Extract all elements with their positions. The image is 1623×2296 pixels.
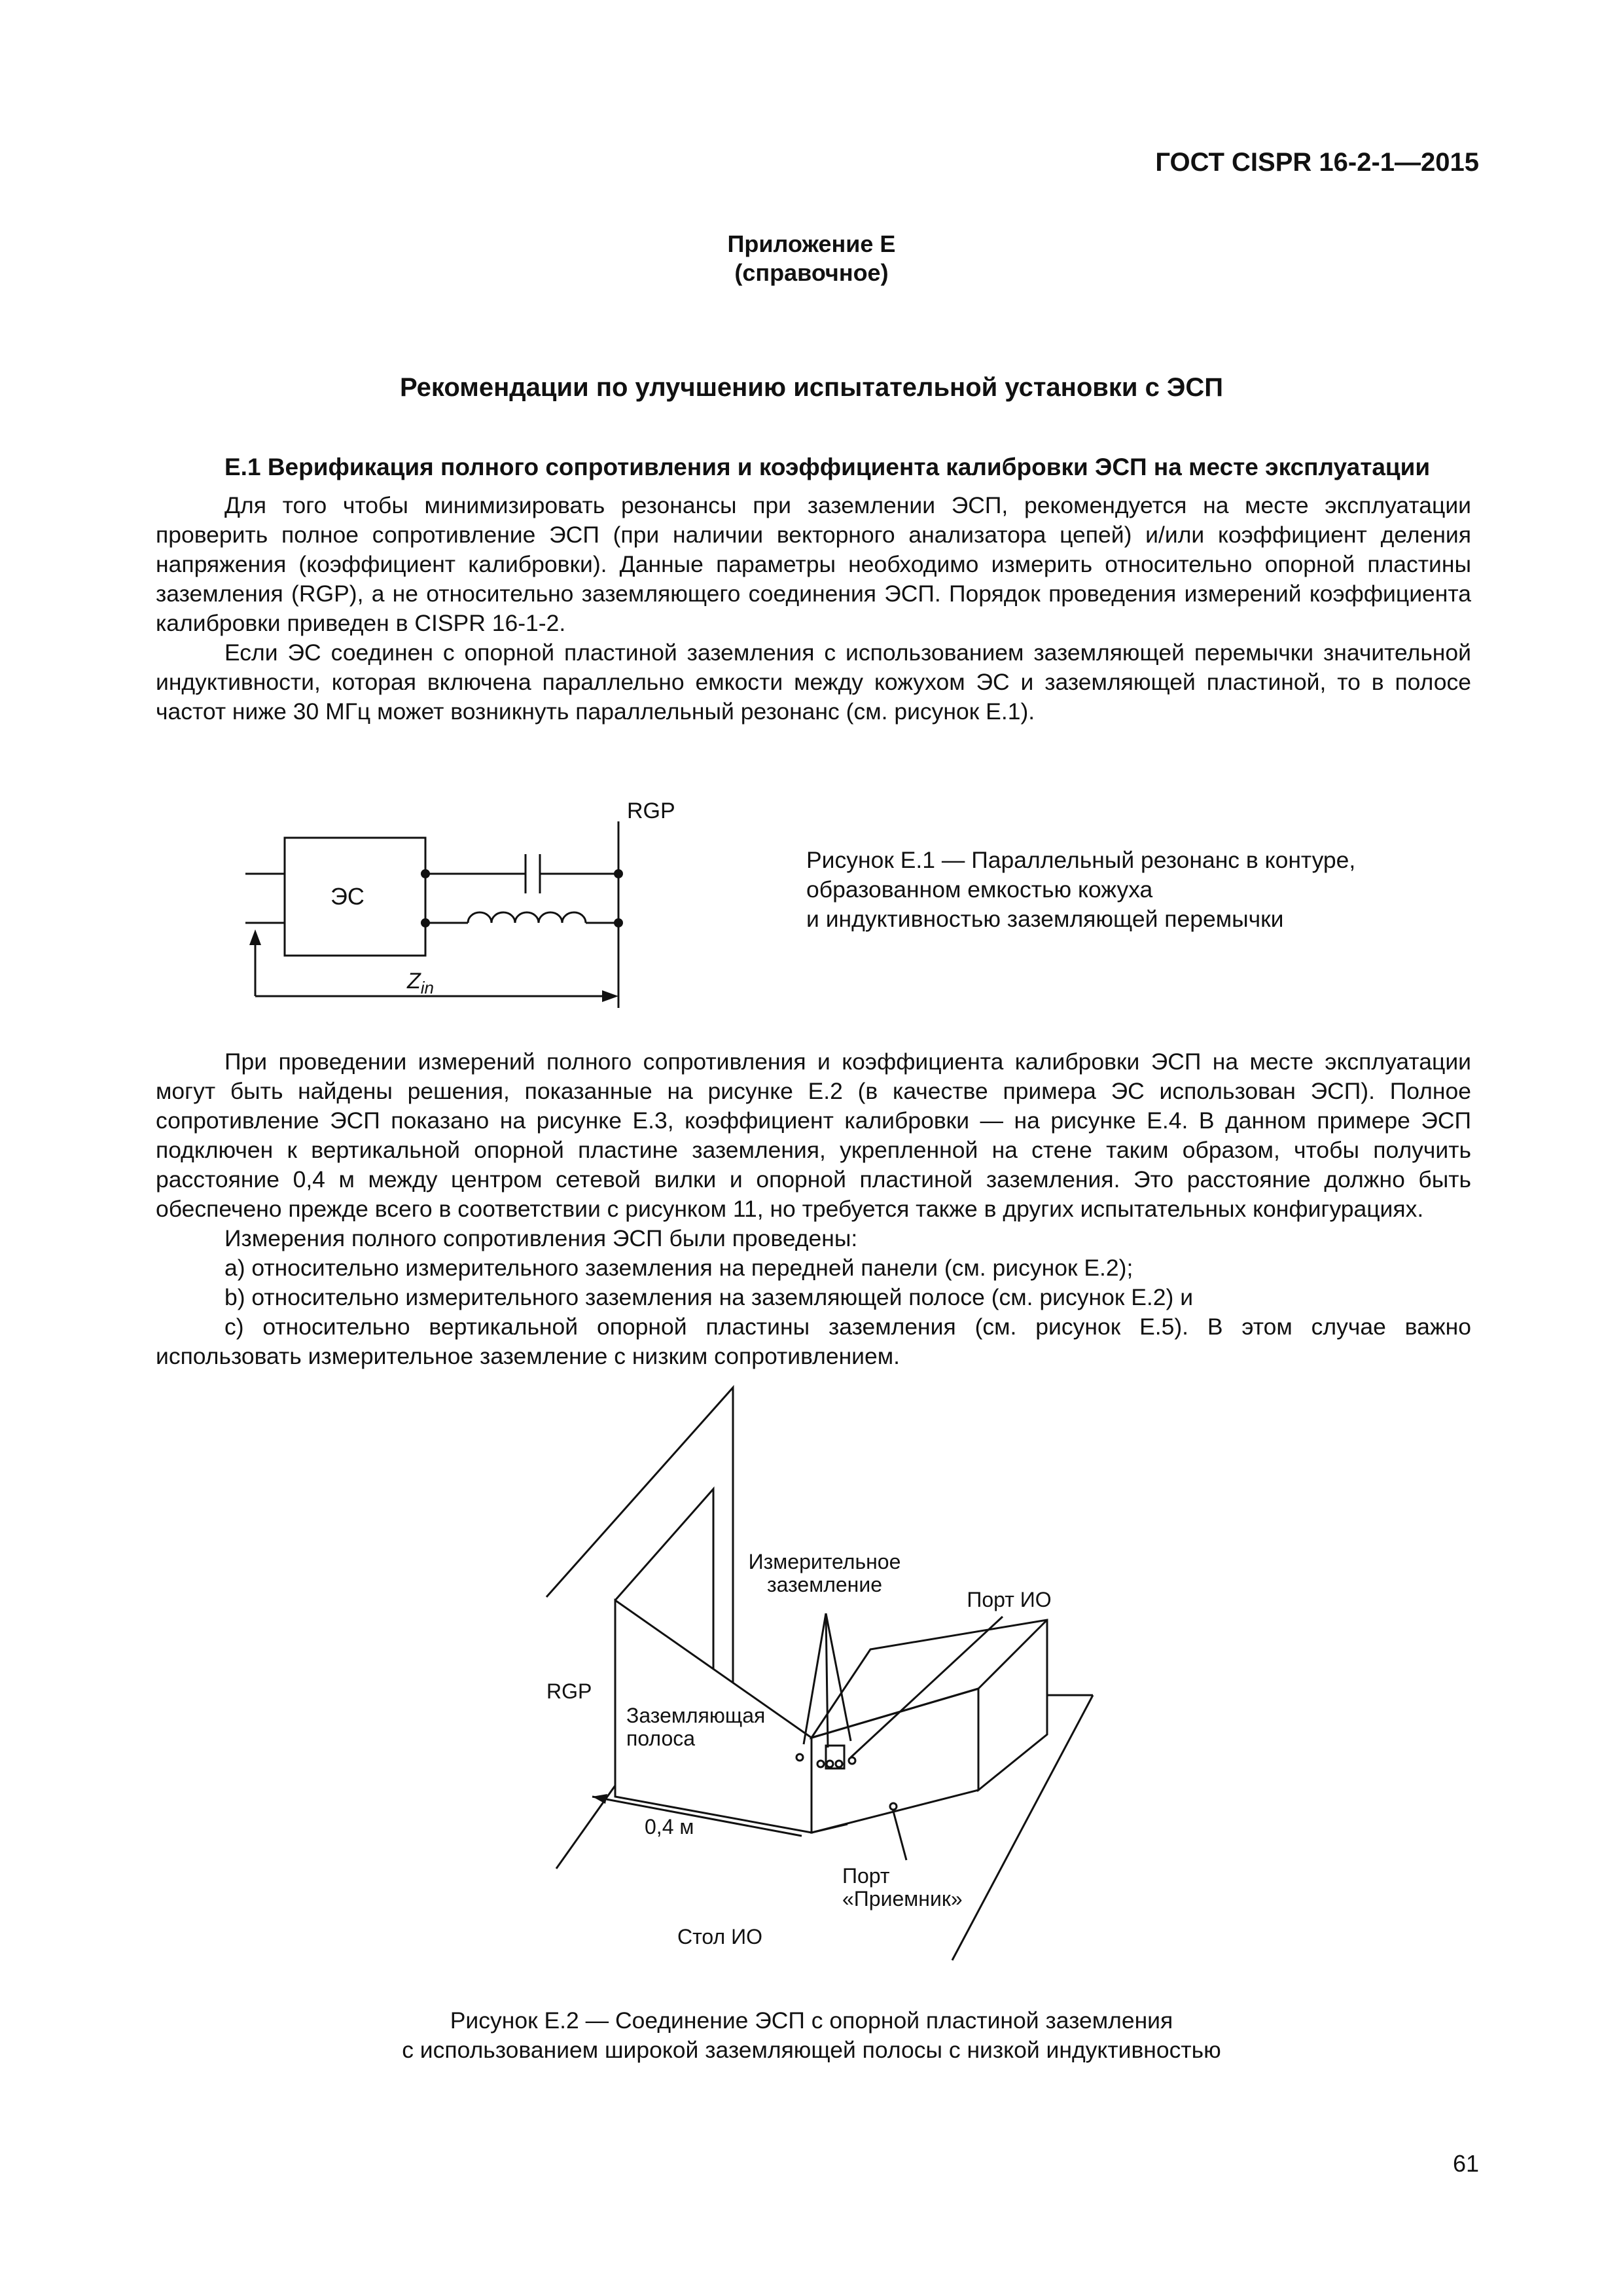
rgp-label: RGP [627, 798, 675, 823]
grounding-strip-label: Заземляющая [626, 1704, 766, 1727]
figure-e1-caption: Рисунок Е.1 — Параллельный резонанс в контуре, образованном емкостью кожуха и индуктивностью заземляющей перемычки [806, 847, 1356, 932]
receiver-port-label: Порт [842, 1864, 890, 1888]
list-item: c) относительно вертикальной опорной пластины заземления (см. рисунок Е.5). В этом случае важно использовать измерительное заземление с низким сопротивлением. [156, 1314, 1471, 1369]
section-heading: Е.1 Верификация полного сопротивления и коэффициента калибровки ЭСП на месте эксплуатации [224, 454, 1431, 480]
page-number: 61 [1452, 2150, 1479, 2177]
paragraph: При проведении измерений полного сопротивления и коэффициента калибровки ЭСП на месте эксплуатации могут быть найдены решения, показанные на рисунке Е.2 (в качестве примера ЭС использован ЭСП). Полное сопротивление ЭСП показано на рисунке Е.3, коэффициент калибровки — на рисунке Е.4. В данном примере ЭСП подключен к вертикальной опорной пластине заземления, укрепленной на стене таким образом, чтобы получить расстояние 0,4 м между центром сетевой вилки и опорной пластиной заземления. Это расстояние должно быть обеспечено прежде всего в соответствии с рисунком 11, но требуется также в других испытательных конфигурациях. [156, 1049, 1471, 1222]
list-item: a) относительно измерительного заземления на передней панели (см. рисунок Е.2); [224, 1255, 1133, 1281]
meas-ground-label: Измерительное [748, 1550, 901, 1573]
list-item: b) относительно измерительного заземления на заземляющей полосе (см. рисунок Е.2) и [224, 1284, 1194, 1310]
distance-label: 0,4 м [645, 1815, 694, 1839]
document-title: Рекомендации по улучшению испытательной установки с ЭСП [399, 373, 1224, 402]
page-header: ГОСТ CISPR 16-2-1—2015 [1155, 148, 1479, 177]
figure-e1-circuit [236, 766, 675, 1028]
appendix-type: (справочное) [734, 259, 889, 286]
z-label: $Z_{in}$ [407, 969, 435, 997]
figure-e2-drawing [497, 1381, 1152, 1970]
paragraph: Если ЭС соединен с опорной пластиной заземления с использованием заземляющей перемычки значительной индуктивности, которая включена параллельно емкости между кожухом ЭС и заземляющей пластиной, то в полосе частот ниже 30 МГц может возникнуть параллельный резонанс (см. рисунок Е.1). [156, 639, 1471, 725]
es-label: ЭС [330, 883, 365, 910]
rgp-label: RGP [546, 1679, 592, 1703]
receiver-port-label: «Приемник» [842, 1887, 963, 1910]
appendix-label: Приложение Е [727, 230, 896, 257]
meas-ground-label: заземление [766, 1573, 883, 1596]
table-label: Стол ИО [677, 1925, 762, 1948]
io-port-label: Порт ИО [967, 1588, 1052, 1611]
paragraph: Для того чтобы минимизировать резонансы при заземлении ЭСП, рекомендуется на месте эксплуатации проверить полное сопротивление ЭСП (при наличии векторного анализатора цепей) и/или коэффициент деления напряжения (коэффициент калибровки). Данные параметры необходимо измерить относительно опорной пластины заземления (RGP), а не относительно заземляющего соединения ЭСП. Порядок проведения измерений коэффициента калибровки приведен в CISPR 16-1-2. [156, 492, 1471, 636]
grounding-strip-label: полоса [626, 1727, 696, 1750]
figure-e2-caption: Рисунок Е.2 — Соединение ЭСП с опорной пластиной заземления с использованием широкой заземляющей полосы с низкой индуктивностью [402, 2007, 1221, 2063]
paragraph: Измерения полного сопротивления ЭСП были проведены: [224, 1225, 858, 1251]
